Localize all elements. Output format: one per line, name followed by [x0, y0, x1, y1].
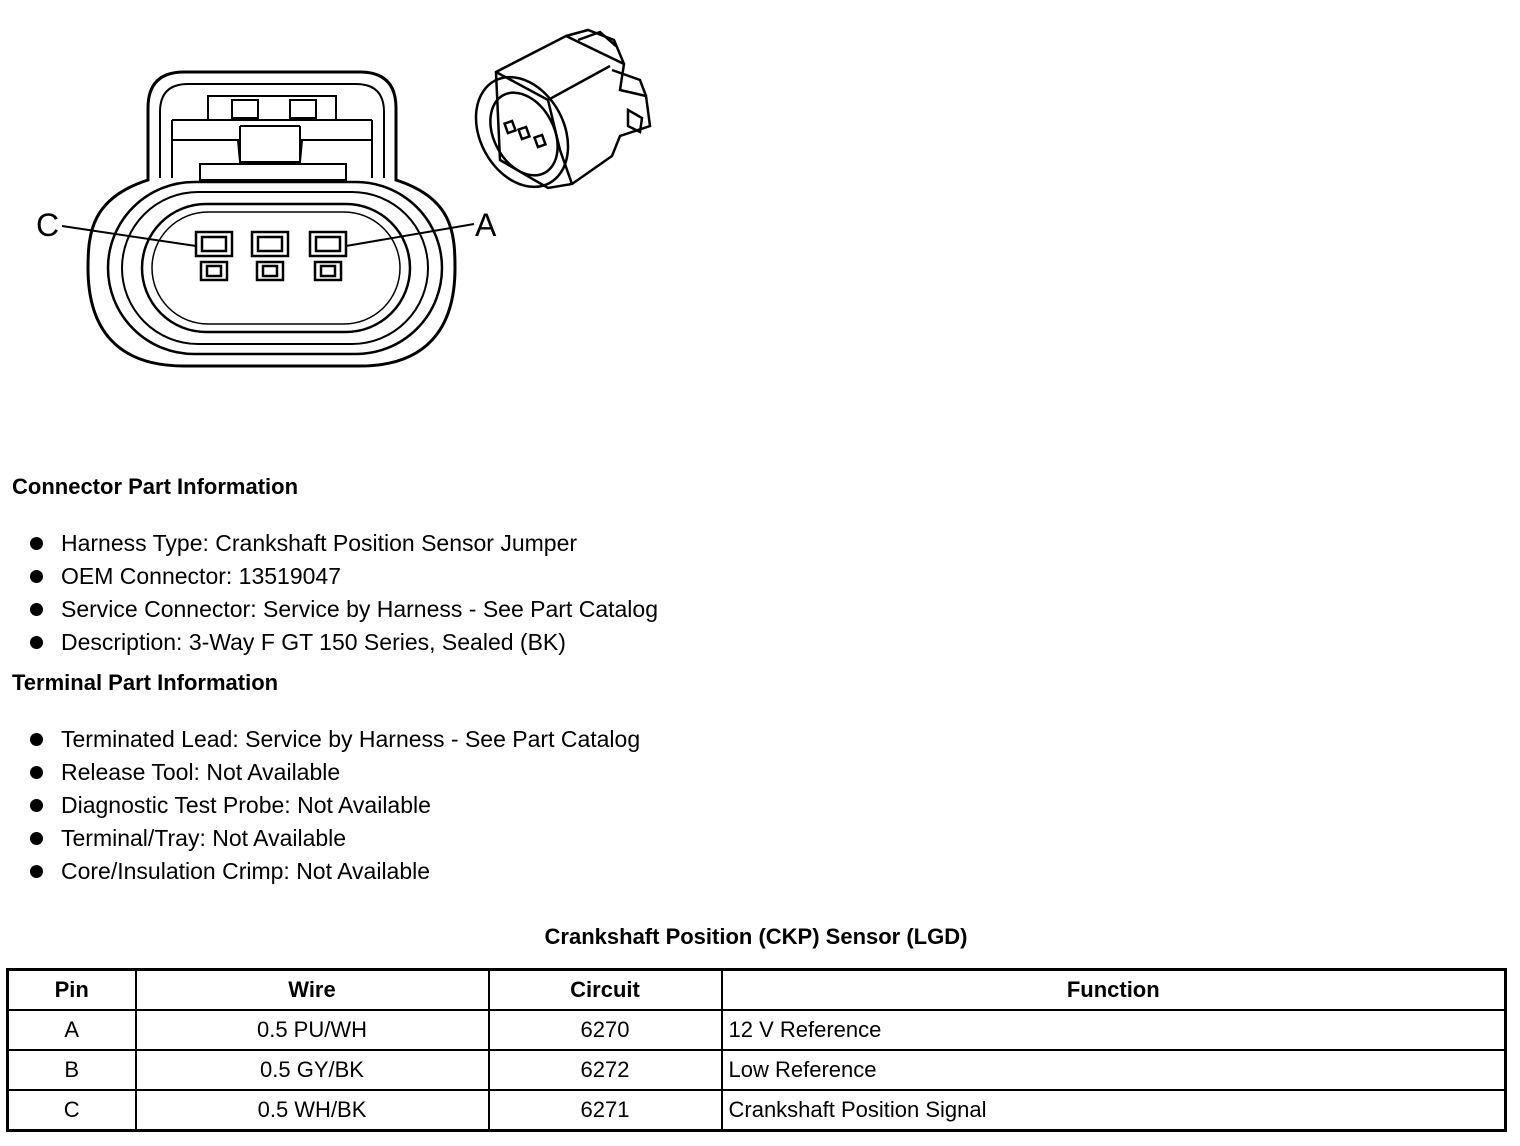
terminal-info-heading: Terminal Part Information: [12, 670, 279, 695]
column-header-circuit: Circuit: [489, 970, 722, 1011]
column-header-pin: Pin: [8, 970, 136, 1011]
table-row: [8, 1090, 1506, 1131]
cell-function: Crankshaft Position Signal: [722, 1090, 1506, 1131]
cell-wire: 0.5 PU/WH: [136, 1010, 489, 1050]
list-item: [28, 756, 640, 789]
list-item-text: Terminal/Tray: Not Available: [61, 825, 347, 851]
column-header-function: Function: [722, 970, 1506, 1011]
bullet-icon: [30, 636, 43, 649]
pin-label-a: A: [475, 207, 497, 243]
pin-c-leader-line: [62, 226, 196, 246]
bullet-icon: [30, 733, 43, 746]
connector-isometric-view: [458, 30, 650, 203]
column-header-wire: Wire: [136, 970, 489, 1011]
list-item: [28, 626, 658, 659]
connector-face-ring-outer: [108, 182, 442, 354]
bullet-icon: [30, 570, 43, 583]
table-row: [8, 1050, 1506, 1090]
list-item: [28, 560, 658, 593]
connector-latch: [172, 96, 372, 180]
bullet-icon: [30, 832, 43, 845]
table-row: [8, 1010, 1506, 1050]
list-item-text: Harness Type: Crankshaft Position Sensor Jumper: [61, 530, 578, 556]
pin-cavity-a: [310, 232, 346, 280]
table-header-row: [8, 970, 1506, 1011]
bullet-icon: [30, 766, 43, 779]
list-item-text: Terminated Lead: Service by Harness - See Part Catalog: [61, 726, 641, 752]
list-item-text: Core/Insulation Crimp: Not Available: [61, 858, 431, 884]
connector-info-heading: Connector Part Information: [12, 474, 299, 499]
list-item: [28, 527, 658, 560]
list-item: [28, 822, 640, 855]
cell-circuit: 6271: [489, 1090, 722, 1131]
list-item: [28, 723, 640, 756]
list-item: [28, 855, 640, 888]
list-item-text: Release Tool: Not Available: [61, 759, 341, 785]
cell-pin: B: [8, 1050, 136, 1090]
bullet-icon: [30, 603, 43, 616]
list-item-text: Service Connector: Service by Harness - See Part Catalog: [61, 596, 658, 622]
connector-diagram: [0, 0, 720, 440]
terminal-info-list: [28, 723, 640, 888]
bullet-icon: [30, 865, 43, 878]
cell-pin: C: [8, 1090, 136, 1131]
cell-circuit: 6272: [489, 1050, 722, 1090]
pin-table-title: Crankshaft Position (CKP) Sensor (LGD): [544, 924, 968, 949]
list-item-text: Diagnostic Test Probe: Not Available: [61, 792, 431, 818]
bullet-icon: [30, 799, 43, 812]
connector-info-list: [28, 527, 658, 659]
cell-pin: A: [8, 1010, 136, 1050]
bullet-icon: [30, 537, 43, 550]
cell-wire: 0.5 WH/BK: [136, 1090, 489, 1131]
cell-function: 12 V Reference: [722, 1010, 1506, 1050]
pin-label-c: C: [36, 207, 60, 243]
pin-cavity-b: [252, 232, 288, 280]
cell-circuit: 6270: [489, 1010, 722, 1050]
list-item-text: OEM Connector: 13519047: [61, 563, 342, 589]
list-item: [28, 789, 640, 822]
list-item-text: Description: 3-Way F GT 150 Series, Sealed (BK): [61, 629, 566, 655]
cell-wire: 0.5 GY/BK: [136, 1050, 489, 1090]
pin-table: [6, 968, 1507, 1132]
cell-function: Low Reference: [722, 1050, 1506, 1090]
pin-cavity-c: [196, 232, 232, 280]
list-item: [28, 593, 658, 626]
